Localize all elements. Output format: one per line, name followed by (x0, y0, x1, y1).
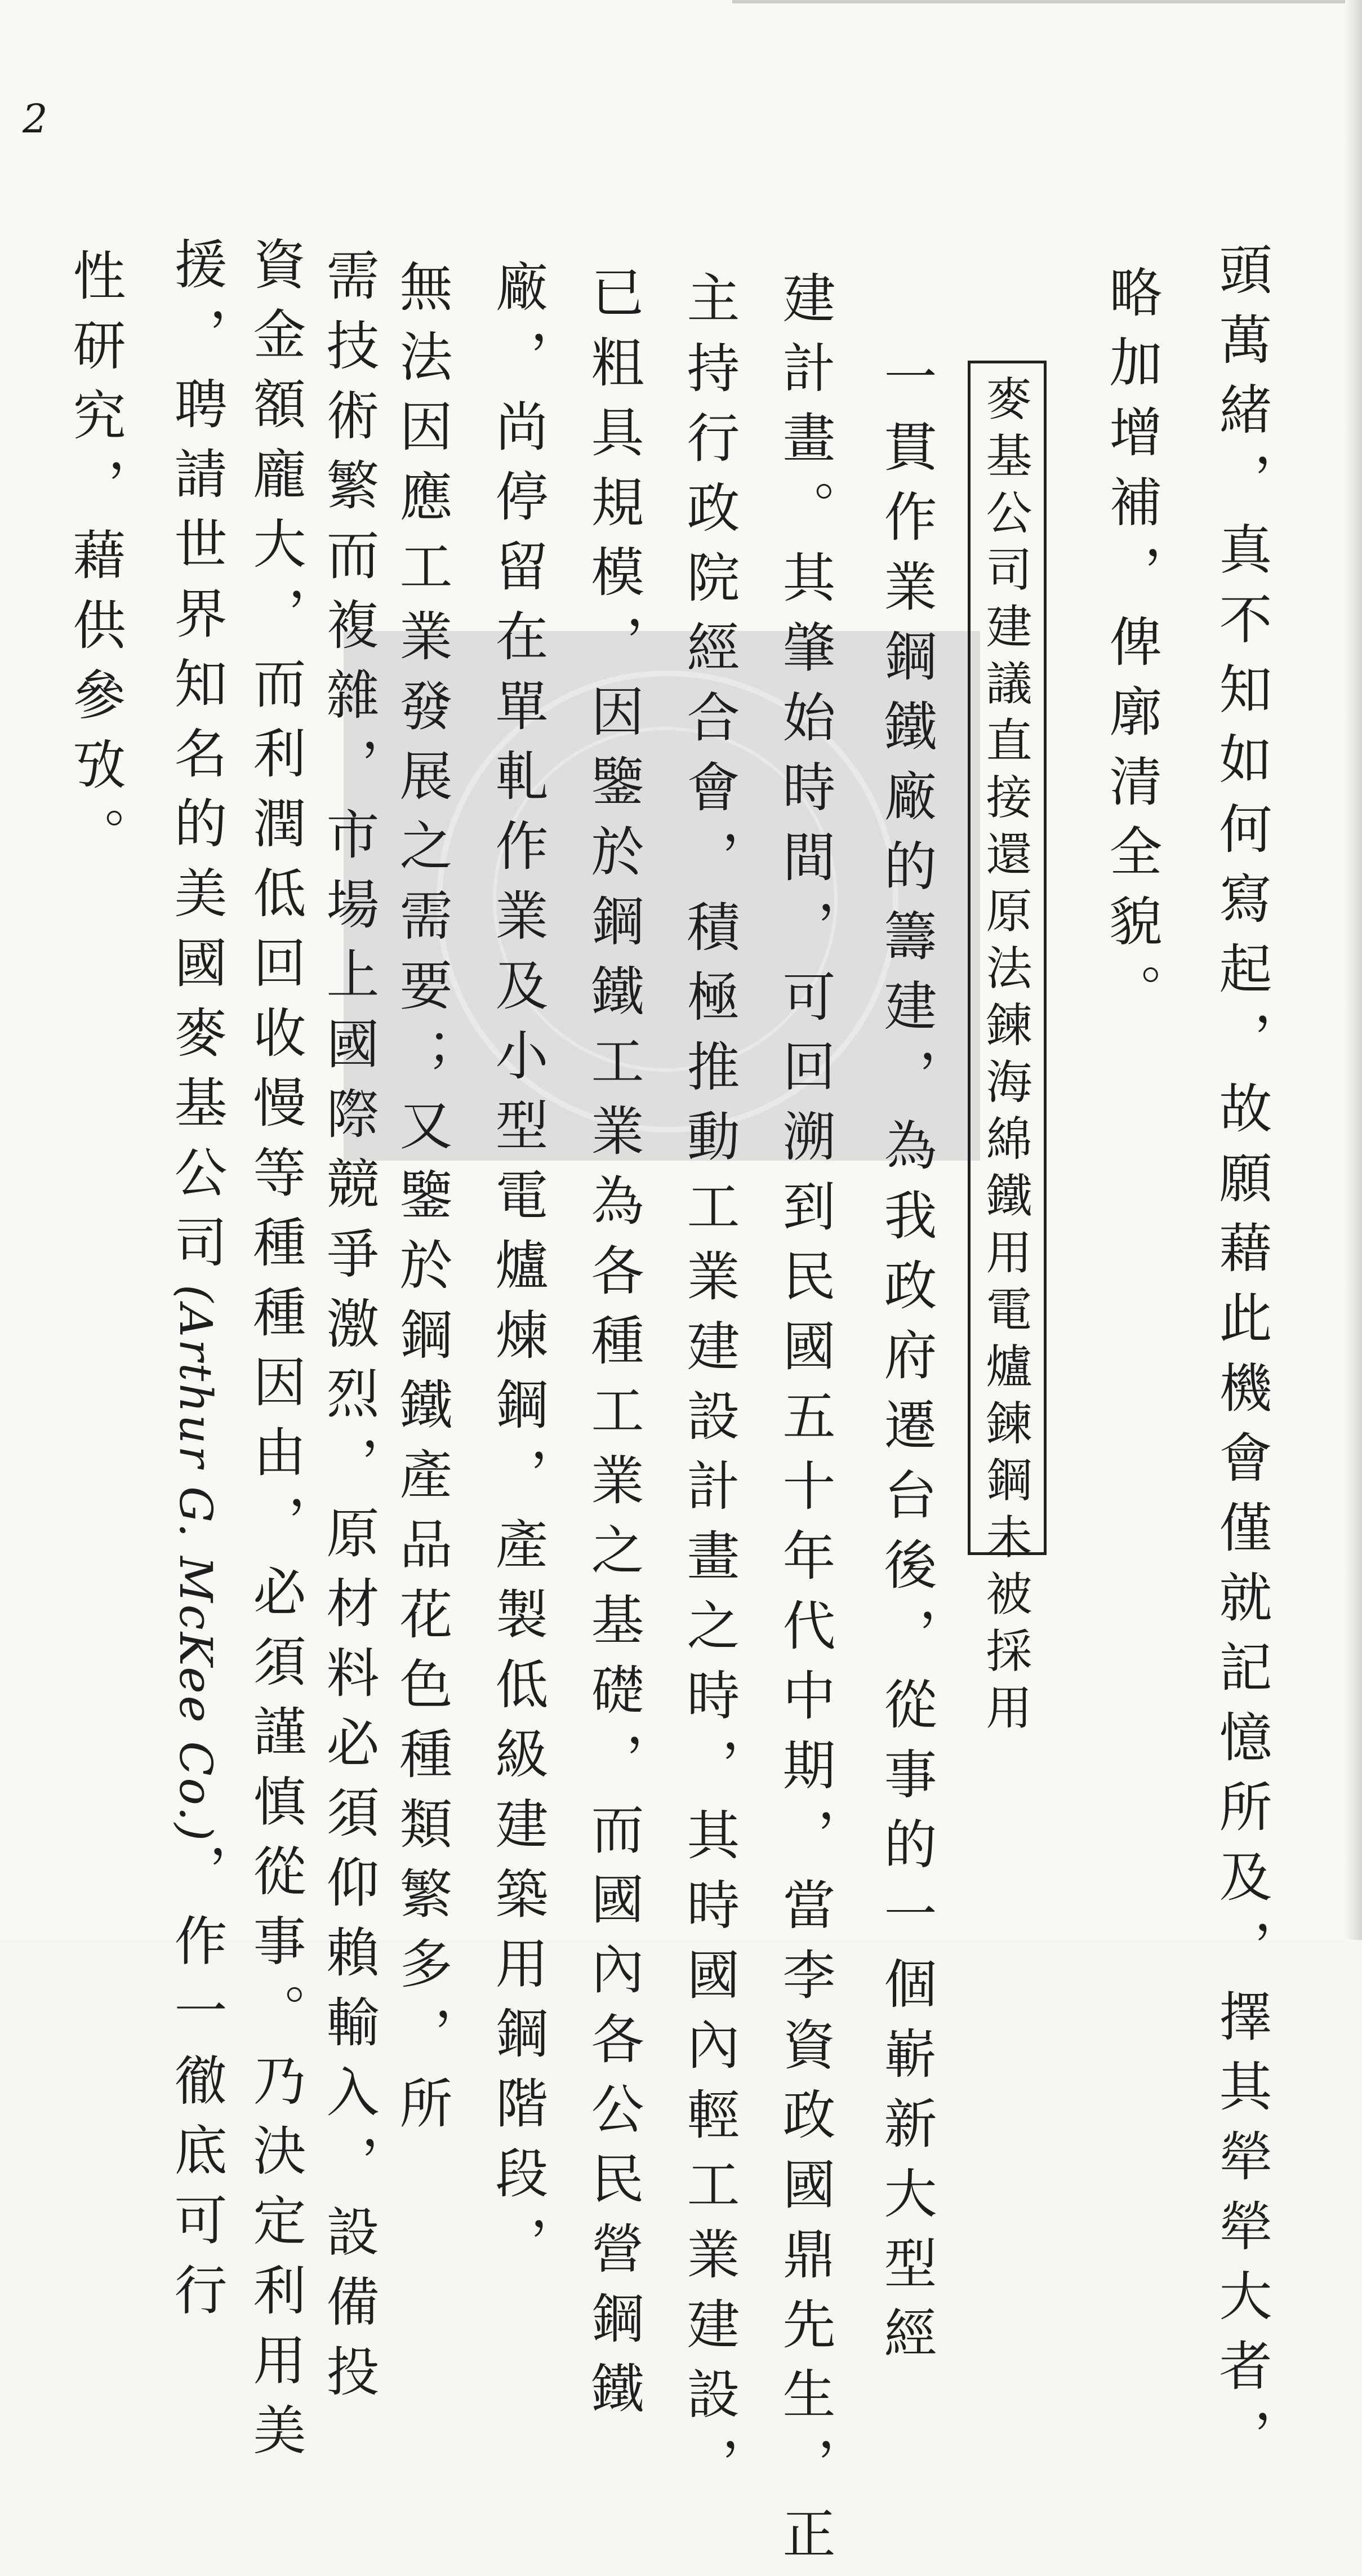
text-column-11 (165, 237, 226, 2333)
text-column-3: 一貫作業鋼鐵廠的籌建，為我政府遷台後，從事的一個嶄新大型經 (875, 349, 936, 2375)
page-number: 2 (23, 96, 48, 142)
boxed-heading (968, 361, 1047, 1740)
boxed-heading-text: 麥基公司建議直接還原法鍊海綿鐵用電爐鍊鋼未被採用 (978, 375, 1032, 1740)
text-column-6: 已粗具規模，因鑒於鋼鐵工業為各種工業之基礎，而國內各公民營鋼鐵 (582, 265, 643, 2431)
text-column-12: 性研究，藉供參攷。 (64, 248, 125, 877)
text-column-10: 資金額龐大，而利潤低回收慢等種種因由，必須謹慎從事。乃決定利用美 (244, 237, 305, 2472)
text-column-4: 建計畫。其肇始時間，可回溯到民國五十年代中期，當李資政國鼎先生，正 (773, 270, 835, 2576)
text-column-11-tail: ，作一徹底可行 (165, 1843, 226, 2333)
text-column-1: 頭萬緒，真不知如何寫起，故願藉此機會僅就記憶所及，擇其犖犖大者， (1210, 242, 1271, 2478)
text-column-7: 廠，尚停留在單軋作業及小型電爐煉鋼，產製低級建築用鋼階段， (486, 259, 548, 2285)
text-column-8: 無法因應工業發展之需要；又鑒於鋼鐵產品花色種類繁多，所 (390, 259, 452, 2146)
text-column-5: 主持行政院經合會，積極推動工業建設計畫之時，其時國內輕工業建設， (678, 270, 739, 2506)
text-column-9: 需技術繁而複雜，市場上國際競爭激烈，原材料必須仰賴輸入，設備投 (317, 248, 379, 2414)
text-column-2: 略加增補，俾廓清全貌。 (1100, 265, 1161, 1033)
scan-edge-line (732, 0, 1362, 3)
company-name-latin: (Arthur G. McKee Co.) (170, 1285, 222, 1844)
page-binding-edge (1345, 0, 1362, 1940)
text-column-11-cjk: 援，聘請世界知名的美國麥基公司 (165, 237, 226, 1285)
